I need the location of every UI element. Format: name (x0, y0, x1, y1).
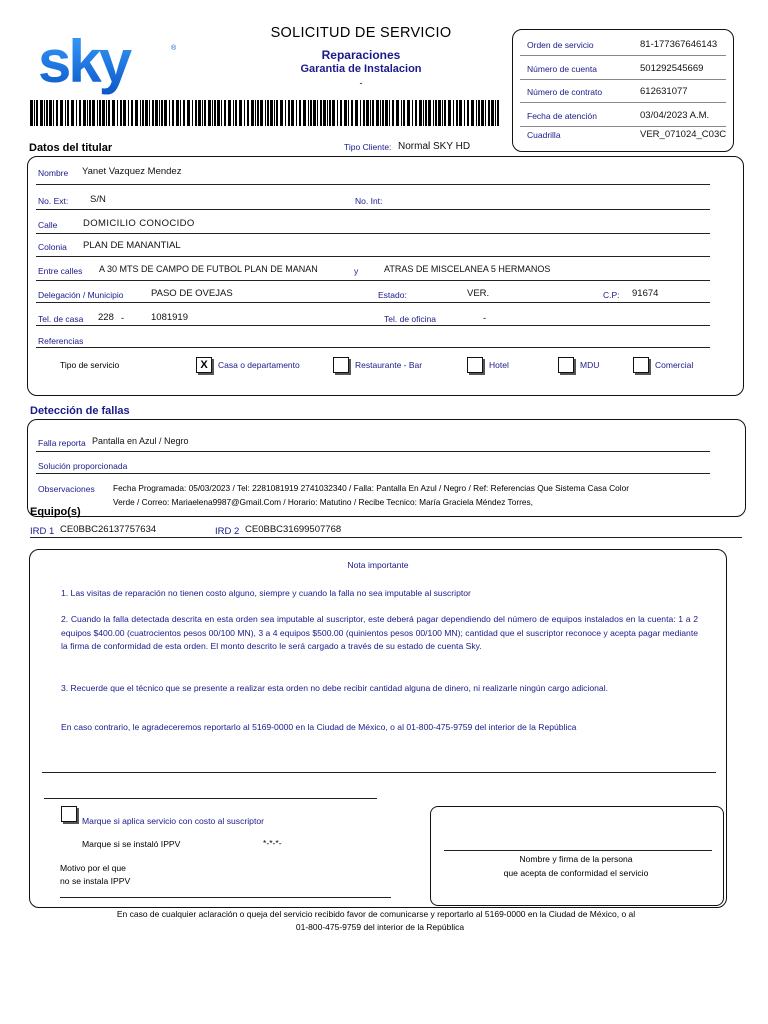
entre-calles-1: A 30 MTS DE CAMPO DE FUTBOL PLAN DE MANAN (99, 264, 318, 274)
firma-label-1: Nombre y firma de la persona (519, 854, 633, 864)
barcode-bar (233, 100, 234, 126)
entre-calles-2: ATRAS DE MISCELANEA 5 HERMANOS (384, 264, 551, 274)
barcode-bar (87, 100, 88, 126)
barcode-bar (392, 100, 394, 126)
barcode-bar (467, 100, 469, 126)
service-option-checkbox[interactable]: X (196, 357, 212, 373)
service-option-label: Casa o departamento (218, 360, 300, 370)
barcode-bar (385, 100, 388, 126)
subtitle-garantia: Garantia de Instalacion (300, 63, 422, 75)
barcode-bar (310, 100, 312, 126)
barcode-bar (208, 100, 211, 126)
barcode-bar (407, 100, 410, 126)
barcode-bar (140, 100, 141, 126)
barcode-bar (251, 100, 254, 126)
referencias-label: Referencias (38, 336, 84, 346)
barcode-bar (380, 100, 381, 126)
barcode-bar (481, 100, 484, 126)
barcode-bar (423, 100, 424, 126)
colonia-label: Colonia (38, 242, 67, 252)
order-row-value: 81-177367646143 (640, 39, 718, 50)
barcode-bar (288, 100, 290, 126)
barcode-bar (108, 100, 110, 126)
barcode-bar (235, 100, 237, 126)
barcode-bar (348, 100, 349, 126)
observaciones-line-2: Verde / Correo: Mariaelena9987@Gmail.Com / Horario: Matutino / Recibe Tecnico: María Graciela Méndez Torres, (113, 497, 533, 507)
subtitle-reparaciones: Reparaciones (321, 48, 401, 62)
service-option-checkbox[interactable] (633, 357, 649, 373)
barcode-bar (303, 100, 306, 126)
delegacion-label: Delegación / Municipio (38, 290, 124, 300)
barcode-bar (83, 100, 86, 126)
barcode-bar (164, 100, 167, 126)
observaciones-line-1: Fecha Programada: 05/03/2023 / Tel: 2281081919 2741032340 / Falla: Pantalla En Azul / Negro / Ref: Referencias Que Sistema Casa Color (113, 483, 629, 493)
noext-value: S/N (90, 194, 106, 205)
barcode-bar (161, 100, 163, 126)
barcode-bar (112, 100, 115, 126)
barcode-bar (102, 100, 105, 126)
barcode-bar (65, 100, 66, 126)
barcode-bar (382, 100, 384, 126)
telcasa-sep: - (121, 313, 125, 324)
barcode-bar (438, 100, 441, 126)
tipo-servicio-label: Tipo de servicio (60, 360, 120, 370)
nota-p1: 1. Las visitas de reparación no tienen costo alguno, siempre y cuando la falla no sea imputable al suscriptor (61, 588, 471, 598)
barcode-bar (276, 100, 278, 126)
entre-y-label: y (354, 266, 359, 276)
telcasa-lada: 228 (98, 312, 114, 323)
barcode-bar (340, 100, 342, 126)
barcode-bar (152, 100, 154, 126)
order-row-value: 03/04/2023 A.M. (640, 110, 710, 121)
barcode-bar (389, 100, 390, 126)
barcode-bar (351, 100, 353, 126)
barcode-bar (363, 100, 365, 126)
barcode-bar (313, 100, 316, 126)
barcode-bar (317, 100, 318, 126)
barcode-bar (247, 100, 249, 126)
barcode-bar (476, 100, 477, 126)
barcode-bar (183, 100, 185, 126)
barcode-bar (360, 100, 361, 126)
ippv-label: Marque si se instaló IPPV (82, 839, 181, 849)
barcode-bar (471, 100, 474, 126)
barcode-bar (123, 100, 126, 126)
barcode-bar (337, 100, 338, 126)
service-option-label: MDU (580, 360, 600, 370)
barcode-bar (491, 100, 494, 126)
barcode-bar (131, 100, 133, 126)
nota-p3: 3. Recuerde que el técnico que se presente a realizar esta orden no debe recibir cantidad alguna de dinero, ni realizarle ningún cargo adicional. (61, 683, 609, 693)
barcode-bar (464, 100, 465, 126)
order-row-label: Orden de servicio (527, 40, 594, 50)
nota-p4: En caso contrario, le agradeceremos reportarlo al 5169-0000 en la Ciudad de México, o al 01-800-475-9759 del interior de la República (61, 722, 577, 732)
barcode-bar (56, 100, 58, 126)
barcode-bar (120, 100, 122, 126)
barcode-bar (159, 100, 160, 126)
tipo-cliente-value: Normal SKY HD (398, 141, 471, 152)
barcode-bar (344, 100, 347, 126)
barcode-bar (40, 100, 43, 126)
barcode-bar (285, 100, 286, 126)
barcode-bar (92, 100, 95, 126)
telcasa-num: 1081919 (151, 312, 188, 323)
entre-calles-label: Entre calles (38, 266, 83, 276)
barcode-bar (296, 100, 297, 126)
barcode-bar (255, 100, 256, 126)
barcode-bar (329, 100, 331, 126)
barcode-bar (128, 100, 129, 126)
service-option-checkbox[interactable] (558, 357, 574, 373)
estado-label: Estado: (378, 290, 407, 300)
barcode-bar (79, 100, 81, 126)
barcode-bar (106, 100, 107, 126)
barcode-bar (99, 100, 101, 126)
barcode-bar (46, 100, 48, 126)
order-row-label: Fecha de atención (527, 111, 597, 121)
calle-value: DOMICILIO CONOCIDO (83, 218, 195, 229)
service-option-checkbox[interactable] (467, 357, 483, 373)
barcode-bar (149, 100, 150, 126)
service-option-label: Hotel (489, 360, 509, 370)
order-row-value: 501292545669 (640, 63, 704, 74)
order-row-label: Número de contrato (527, 87, 603, 97)
barcode-bar (355, 100, 358, 126)
barcode-bar (459, 100, 462, 126)
noext-label: No. Ext: (38, 196, 69, 206)
barcode-bar (89, 100, 91, 126)
barcode-bar (198, 100, 201, 126)
barcode-bar (428, 100, 431, 126)
barcode-bar (435, 100, 437, 126)
section-equipos: Equipo(s) (30, 506, 81, 518)
barcode-bar (320, 100, 322, 126)
observaciones-label: Observaciones (38, 484, 95, 494)
ird2-value: CE0BBC31699507768 (245, 524, 342, 535)
barcode-bar (270, 100, 273, 126)
barcode-bar (221, 100, 222, 126)
barcode-bar (265, 100, 266, 126)
calle-label: Calle (38, 220, 58, 230)
barcode-bar (403, 100, 405, 126)
cp-label: C.P: (603, 290, 620, 300)
costo-label: Marque si aplica servicio con costo al suscriptor (82, 816, 264, 826)
barcode-bar (30, 100, 33, 126)
section-fallas: Detección de fallas (30, 405, 130, 417)
barcode-bar (260, 100, 263, 126)
barcode-bar (453, 100, 454, 126)
nota-p2: 2. Cuando la falla detectada descrita en esta orden sea imputable al suscriptor, este deberá pagar dependiendo del número de equipos instalados en la cuenta: 1 a 2 equipos $400.00 (cuatrocientos pesos 00/100 MN), 3 a 4 equipos $500.00 (quinientos pesos 00/100 MN); cantidad que el suscriptor reconoce y acepta pagar mediante la firma de conformidad de esta orden. El monto descrito le será cargado a través de su estado de cuenta Sky. (61, 614, 698, 652)
barcode-bar (212, 100, 213, 126)
telcasa-label: Tel. de casa (38, 314, 84, 324)
barcode-bar (372, 100, 374, 126)
barcode-bar (495, 100, 496, 126)
barcode-bar (145, 100, 148, 126)
nombre-value: Yanet Vazquez Mendez (82, 166, 182, 177)
order-row-label: Cuadrilla (527, 130, 561, 140)
barcode-bar (308, 100, 309, 126)
cp-value: 91674 (632, 288, 659, 299)
barcode-bar (71, 100, 74, 126)
barcode-bar (376, 100, 379, 126)
barcode-bar (396, 100, 399, 126)
barcode-bar (53, 100, 54, 126)
barcode-bar (224, 100, 226, 126)
barcode-bar (274, 100, 275, 126)
barcode-bar (488, 100, 490, 126)
barcode (30, 100, 502, 126)
ird2-label: IRD 2 (215, 526, 240, 537)
nombre-label: Nombre (38, 168, 69, 178)
barcode-bar (169, 100, 170, 126)
barcode-bar (36, 100, 38, 126)
barcode-bar (244, 100, 245, 126)
barcode-bar (419, 100, 422, 126)
barcode-bar (332, 100, 335, 126)
barcode-bar (478, 100, 480, 126)
telofi-sep: - (483, 313, 487, 324)
barcode-bar (280, 100, 283, 126)
order-row-value: VER_071024_C03C (640, 129, 727, 140)
barcode-bar (415, 100, 417, 126)
footer-line-2: 01-800-475-9759 del interior de la República (295, 922, 465, 932)
svg-text:®: ® (171, 45, 177, 52)
delegacion-value: PASO DE OVEJAS (151, 288, 233, 299)
barcode-bar (202, 100, 203, 126)
subtitle-dash: - (359, 78, 363, 88)
barcode-bar (366, 100, 369, 126)
costo-checkbox[interactable] (61, 806, 77, 822)
barcode-bar (204, 100, 206, 126)
barcode-bar (433, 100, 434, 126)
barcode-bar (444, 100, 446, 126)
barcode-bar (291, 100, 294, 126)
barcode-bar (327, 100, 328, 126)
estado-value: VER. (467, 288, 490, 299)
barcode-bar (214, 100, 216, 126)
barcode-bar (155, 100, 158, 126)
barcode-bar (67, 100, 69, 126)
barcode-bar (412, 100, 413, 126)
service-option-label: Restaurante - Bar (355, 360, 423, 370)
barcode-bar (217, 100, 220, 126)
barcode-bar (187, 100, 190, 126)
ird1-value: CE0BBC26137757634 (60, 524, 157, 535)
barcode-bar (44, 100, 45, 126)
order-row-label: Número de cuenta (527, 64, 597, 74)
barcode-bar (425, 100, 427, 126)
order-row-value: 612631077 (640, 86, 688, 97)
motivo-label-1: Motivo por el que (60, 863, 126, 873)
solucion-label: Solución proporcionada (38, 461, 128, 471)
barcode-bar (267, 100, 269, 126)
motivo-label-2: no se instala IPPV (60, 876, 131, 886)
falla-label: Falla reporta (38, 438, 86, 448)
ippv-value: *-*-*- (263, 838, 282, 848)
barcode-bar (323, 100, 326, 126)
colonia-value: PLAN DE MANANTIAL (83, 240, 181, 251)
barcode-bar (442, 100, 443, 126)
barcode-bar (76, 100, 77, 126)
barcode-bar (192, 100, 193, 126)
sky-logo (36, 32, 186, 102)
ird1-label: IRD 1 (30, 526, 55, 537)
barcode-bar (172, 100, 174, 126)
service-option-label: Comercial (655, 360, 694, 370)
barcode-bar (257, 100, 259, 126)
page-title: SOLICITUD DE SERVICIO (270, 25, 452, 41)
barcode-bar (485, 100, 486, 126)
barcode-bar (299, 100, 301, 126)
barcode-bar (448, 100, 451, 126)
firma-label-2: que acepta de conformidad el servicio (503, 868, 649, 878)
barcode-bar (176, 100, 179, 126)
barcode-bar (497, 100, 499, 126)
barcode-bar (401, 100, 402, 126)
barcode-bar (228, 100, 231, 126)
barcode-bar (195, 100, 197, 126)
barcode-bar (456, 100, 458, 126)
section-titular: Datos del titular (29, 142, 113, 154)
barcode-bar (97, 100, 98, 126)
barcode-bar (180, 100, 181, 126)
barcode-bar (49, 100, 52, 126)
telofi-label: Tel. de oficina (384, 314, 436, 324)
barcode-bar (117, 100, 118, 126)
barcode-bar (135, 100, 138, 126)
barcode-bar (142, 100, 144, 126)
barcode-bar (34, 100, 35, 126)
barcode-bar (370, 100, 371, 126)
falla-value: Pantalla en Azul / Negro (92, 436, 189, 446)
svg-text:sky: sky (38, 32, 130, 95)
noint-label: No. Int: (355, 196, 383, 206)
service-option-checkbox[interactable] (333, 357, 349, 373)
barcode-bar (60, 100, 63, 126)
nota-title: Nota importante (347, 560, 409, 570)
tipo-cliente-label: Tipo Cliente: (344, 142, 392, 152)
footer-line-1: En caso de cualquier aclaración o queja del servicio recibido favor de comunicarse y reportarlo al 5169-0000 en la Ciudad de México, o al (116, 909, 636, 919)
barcode-bar (239, 100, 242, 126)
